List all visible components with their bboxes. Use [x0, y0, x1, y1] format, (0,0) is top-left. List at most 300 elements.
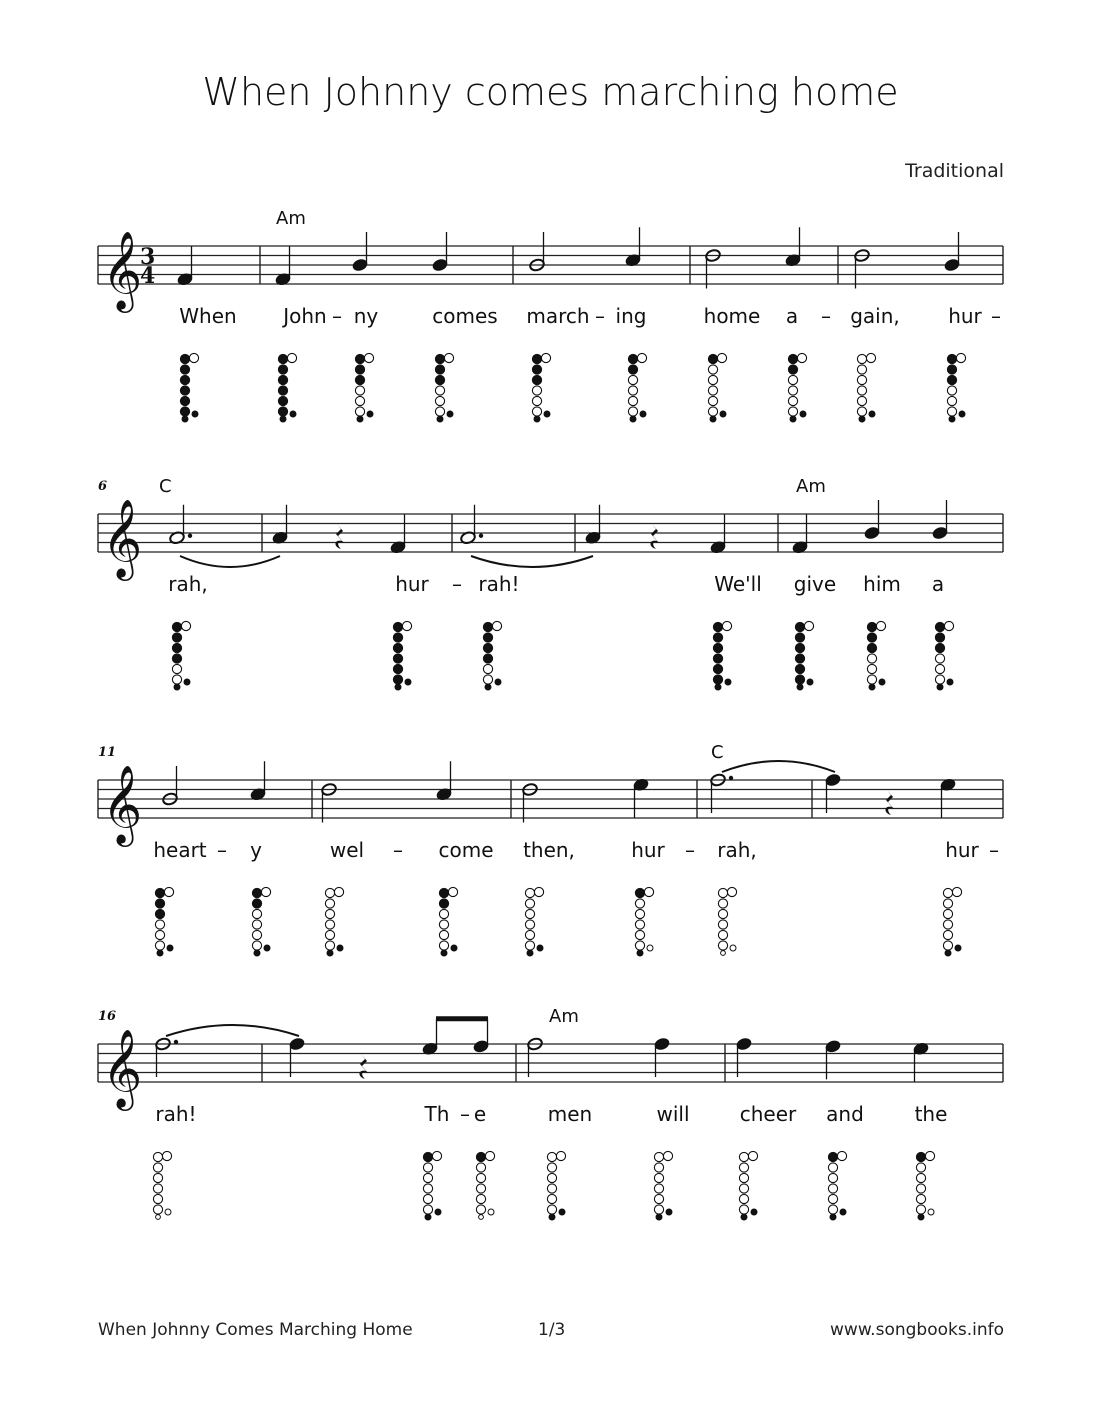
- recorder-fingering-icon: [828, 1151, 846, 1220]
- lyric-syllable: heart: [153, 838, 207, 862]
- quarter-rest-icon: [359, 1054, 368, 1079]
- lower-hole: [264, 945, 270, 951]
- recorder-fingering-icon: [654, 1151, 672, 1220]
- recorder-fingering-icon: [153, 1151, 171, 1219]
- lower-hole: [637, 950, 643, 956]
- composer: Traditional: [905, 160, 1004, 182]
- chord-symbol: Am: [276, 208, 306, 229]
- note-head: [736, 1037, 753, 1051]
- lyric-syllable: ing: [615, 304, 647, 328]
- lower-hole: [425, 1214, 431, 1220]
- lower-hole: [182, 416, 188, 422]
- closed-hole: [155, 888, 164, 897]
- closed-hole: [483, 643, 492, 652]
- lyric-hyphen: –: [452, 572, 462, 596]
- lower-hole: [710, 416, 716, 422]
- open-hole: [439, 920, 448, 929]
- lower-hole: [549, 1214, 555, 1220]
- recorder-fingering-icon: [788, 353, 806, 422]
- open-hole: [663, 1151, 672, 1160]
- recorder-fingering-icon: [867, 621, 885, 690]
- lower-hole: [280, 416, 286, 422]
- open-hole: [532, 386, 541, 395]
- lower-hole: [327, 950, 333, 956]
- open-hole: [916, 1205, 925, 1214]
- recorder-fingering-icon: [325, 887, 343, 956]
- recorder-fingering-icon: [718, 887, 736, 955]
- open-hole: [916, 1163, 925, 1172]
- open-hole: [476, 1205, 485, 1214]
- open-hole: [547, 1152, 556, 1161]
- lower-hole: [544, 411, 550, 417]
- lyric-syllable: home: [703, 304, 761, 328]
- lyric-syllable: When: [179, 304, 237, 328]
- lower-hole: [192, 411, 198, 417]
- recorder-fingering-icon: [252, 887, 270, 956]
- open-hole: [748, 1151, 757, 1160]
- dot: [174, 1040, 178, 1044]
- open-hole: [828, 1163, 837, 1172]
- lower-hole: [485, 684, 491, 690]
- open-hole: [153, 1163, 162, 1172]
- lyric-syllable: rah!: [155, 1102, 197, 1126]
- lyric-hyphen: –: [460, 1102, 470, 1126]
- open-hole: [739, 1152, 748, 1161]
- open-hole: [476, 1173, 485, 1182]
- closed-hole: [155, 899, 164, 908]
- lower-hole: [157, 950, 163, 956]
- lower-hole: [479, 1215, 484, 1220]
- lower-hole: [167, 945, 173, 951]
- treble-clef-icon: 𝄞: [102, 765, 143, 844]
- closed-hole: [435, 354, 444, 363]
- lower-hole: [451, 945, 457, 951]
- open-hole: [943, 909, 952, 918]
- lyric-syllable: rah!: [478, 572, 520, 596]
- open-hole: [556, 1151, 565, 1160]
- open-hole: [423, 1194, 432, 1203]
- lyric-hyphen: –: [821, 304, 831, 328]
- lyric-syllable: hur: [395, 572, 429, 596]
- open-hole: [547, 1194, 556, 1203]
- open-hole: [439, 930, 448, 939]
- open-hole: [635, 941, 644, 950]
- lyric-syllable: rah,: [168, 572, 208, 596]
- lower-hole: [337, 945, 343, 951]
- open-hole: [947, 386, 956, 395]
- open-hole: [325, 930, 334, 939]
- chord-symbol: C: [159, 476, 172, 497]
- open-hole: [867, 654, 876, 663]
- closed-hole: [532, 375, 541, 384]
- recorder-fingering-icon: [476, 1151, 494, 1219]
- closed-hole: [252, 899, 261, 908]
- recorder-fingering-icon: [393, 621, 411, 690]
- open-hole: [739, 1163, 748, 1172]
- open-hole: [943, 899, 952, 908]
- closed-hole: [828, 1152, 837, 1161]
- footer-song-title: When Johnny Comes Marching Home: [98, 1320, 413, 1340]
- lower-hole: [918, 1214, 924, 1220]
- open-hole: [654, 1194, 663, 1203]
- open-hole: [492, 621, 501, 630]
- lower-hole: [949, 416, 955, 422]
- lyric-syllable: and: [826, 1102, 864, 1126]
- lyric-syllable: will: [656, 1102, 690, 1126]
- closed-hole: [278, 354, 287, 363]
- recorder-fingering-icon: [628, 353, 646, 422]
- open-hole: [435, 407, 444, 416]
- quarter-rest-icon: [335, 524, 344, 549]
- closed-hole: [788, 354, 797, 363]
- lower-hole: [830, 1214, 836, 1220]
- lower-hole: [945, 950, 951, 956]
- lower-hole: [800, 411, 806, 417]
- closed-hole: [423, 1152, 432, 1161]
- open-hole: [435, 396, 444, 405]
- lower-hole: [720, 411, 726, 417]
- lower-hole: [156, 1215, 161, 1220]
- lyric-syllable: march: [526, 304, 590, 328]
- open-hole: [739, 1184, 748, 1193]
- open-hole: [837, 1151, 846, 1160]
- lower-hole: [928, 1209, 934, 1215]
- open-hole: [828, 1194, 837, 1203]
- open-hole: [717, 353, 726, 362]
- note-head: [864, 526, 881, 540]
- note-head: [432, 258, 449, 272]
- closed-hole: [935, 643, 944, 652]
- closed-hole: [180, 354, 189, 363]
- lower-hole: [405, 679, 411, 685]
- lower-hole: [395, 684, 401, 690]
- closed-hole: [483, 654, 492, 663]
- recorder-fingering-icon: [739, 1151, 757, 1220]
- lyric-hyphen: –: [393, 838, 403, 862]
- recorder-fingering-icon: [355, 353, 373, 422]
- open-hole: [788, 396, 797, 405]
- lower-hole: [751, 1209, 757, 1215]
- closed-hole: [628, 354, 637, 363]
- measure-number: 16: [98, 1009, 117, 1024]
- open-hole: [654, 1205, 663, 1214]
- open-hole: [644, 887, 653, 896]
- open-hole: [828, 1205, 837, 1214]
- open-hole: [162, 1151, 171, 1160]
- lyric-hyphen: –: [685, 838, 695, 862]
- closed-hole: [180, 365, 189, 374]
- lyric-syllable: hur: [948, 304, 982, 328]
- closed-hole: [788, 365, 797, 374]
- tie: [471, 556, 593, 567]
- open-hole: [804, 621, 813, 630]
- lyric-syllable: e: [473, 1102, 487, 1126]
- closed-hole: [947, 354, 956, 363]
- open-hole: [483, 675, 492, 684]
- open-hole: [325, 888, 334, 897]
- lower-hole: [790, 416, 796, 422]
- open-hole: [181, 621, 190, 630]
- open-hole: [718, 899, 727, 908]
- closed-hole: [180, 396, 189, 405]
- closed-hole: [795, 643, 804, 652]
- lower-hole: [367, 411, 373, 417]
- open-hole: [541, 353, 550, 362]
- lower-hole: [807, 679, 813, 685]
- closed-hole: [278, 407, 287, 416]
- open-hole: [325, 899, 334, 908]
- closed-hole: [355, 365, 364, 374]
- recorder-fingering-icon: [947, 353, 965, 422]
- open-hole: [547, 1205, 556, 1214]
- lower-hole: [165, 1209, 171, 1215]
- dot: [729, 776, 733, 780]
- recorder-fingering-icon: [713, 621, 731, 690]
- open-hole: [423, 1163, 432, 1172]
- open-hole: [252, 909, 261, 918]
- closed-hole: [435, 375, 444, 384]
- lyric-hyphen: –: [989, 838, 999, 862]
- lyric-syllable: cheer: [739, 1102, 797, 1126]
- lower-hole: [495, 679, 501, 685]
- closed-hole: [278, 375, 287, 384]
- open-hole: [797, 353, 806, 362]
- open-hole: [355, 396, 364, 405]
- closed-hole: [355, 354, 364, 363]
- treble-clef-icon: 𝄞: [102, 499, 143, 578]
- lower-hole: [437, 416, 443, 422]
- closed-hole: [628, 365, 637, 374]
- open-hole: [476, 1163, 485, 1172]
- lyric-syllable: a: [931, 572, 945, 596]
- closed-hole: [483, 633, 492, 642]
- open-hole: [532, 396, 541, 405]
- open-hole: [172, 675, 181, 684]
- recorder-fingering-icon: [172, 621, 190, 690]
- open-hole: [287, 353, 296, 362]
- open-hole: [654, 1152, 663, 1161]
- open-hole: [876, 621, 885, 630]
- open-hole: [252, 920, 261, 929]
- lower-hole: [879, 679, 885, 685]
- open-hole: [153, 1152, 162, 1161]
- recorder-fingering-icon: [635, 887, 653, 956]
- open-hole: [189, 353, 198, 362]
- open-hole: [654, 1163, 663, 1172]
- treble-clef-icon: 𝄞: [102, 1029, 143, 1108]
- open-hole: [857, 375, 866, 384]
- closed-hole: [155, 909, 164, 918]
- open-hole: [483, 664, 492, 673]
- open-hole: [739, 1205, 748, 1214]
- closed-hole: [393, 622, 402, 631]
- tie: [180, 556, 280, 567]
- open-hole: [153, 1184, 162, 1193]
- open-hole: [637, 353, 646, 362]
- open-hole: [444, 353, 453, 362]
- lower-hole: [656, 1214, 662, 1220]
- open-hole: [525, 930, 534, 939]
- closed-hole: [713, 633, 722, 642]
- lower-hole: [647, 945, 653, 951]
- open-hole: [325, 941, 334, 950]
- open-hole: [916, 1194, 925, 1203]
- lyric-syllable: Th: [424, 1102, 450, 1126]
- closed-hole: [435, 365, 444, 374]
- closed-hole: [180, 375, 189, 384]
- open-hole: [423, 1205, 432, 1214]
- closed-hole: [867, 643, 876, 652]
- open-hole: [925, 1151, 934, 1160]
- open-hole: [857, 407, 866, 416]
- closed-hole: [795, 633, 804, 642]
- open-hole: [916, 1173, 925, 1182]
- open-hole: [708, 396, 717, 405]
- quarter-rest-icon: [650, 524, 659, 549]
- open-hole: [364, 353, 373, 362]
- dot: [479, 534, 483, 538]
- open-hole: [547, 1173, 556, 1182]
- lower-hole: [666, 1209, 672, 1215]
- closed-hole: [713, 664, 722, 673]
- lyric-hyphen: –: [595, 304, 605, 328]
- recorder-fingering-icon: [278, 353, 296, 422]
- lyric-syllable: hur: [945, 838, 979, 862]
- closed-hole: [393, 675, 402, 684]
- open-hole: [534, 887, 543, 896]
- closed-hole: [713, 643, 722, 652]
- open-hole: [423, 1173, 432, 1182]
- lower-hole: [435, 1209, 441, 1215]
- closed-hole: [947, 375, 956, 384]
- open-hole: [448, 887, 457, 896]
- recorder-fingering-icon: [935, 621, 953, 690]
- tie: [166, 1025, 299, 1036]
- lyric-syllable: men: [547, 1102, 593, 1126]
- open-hole: [943, 941, 952, 950]
- open-hole: [916, 1184, 925, 1193]
- lower-hole: [527, 950, 533, 956]
- lower-hole: [441, 950, 447, 956]
- closed-hole: [708, 354, 717, 363]
- chord-symbol: Am: [796, 476, 826, 497]
- open-hole: [325, 909, 334, 918]
- lower-hole: [959, 411, 965, 417]
- open-hole: [947, 407, 956, 416]
- open-hole: [153, 1205, 162, 1214]
- lower-hole: [955, 945, 961, 951]
- open-hole: [628, 407, 637, 416]
- lyric-hyphen: –: [332, 304, 342, 328]
- open-hole: [718, 941, 727, 950]
- open-hole: [261, 887, 270, 896]
- footer-website: www.songbooks.info: [830, 1320, 1004, 1340]
- lyric-syllable: him: [863, 572, 901, 596]
- open-hole: [423, 1184, 432, 1193]
- lyric-hyphen: –: [991, 304, 1001, 328]
- closed-hole: [393, 643, 402, 652]
- closed-hole: [947, 365, 956, 374]
- open-hole: [708, 407, 717, 416]
- closed-hole: [532, 365, 541, 374]
- open-hole: [635, 930, 644, 939]
- lyric-syllable: comes: [432, 304, 498, 328]
- lower-hole: [290, 411, 296, 417]
- open-hole: [153, 1173, 162, 1182]
- closed-hole: [795, 622, 804, 631]
- closed-hole: [180, 407, 189, 416]
- open-hole: [947, 396, 956, 405]
- open-hole: [435, 386, 444, 395]
- open-hole: [155, 920, 164, 929]
- note-head: [654, 1037, 671, 1051]
- open-hole: [867, 664, 876, 673]
- open-hole: [708, 365, 717, 374]
- closed-hole: [393, 664, 402, 673]
- time-signature-top: 3: [140, 244, 156, 270]
- open-hole: [739, 1194, 748, 1203]
- lyric-hyphen: –: [217, 838, 227, 862]
- recorder-fingering-icon: [525, 887, 543, 956]
- open-hole: [164, 887, 173, 896]
- open-hole: [718, 888, 727, 897]
- open-hole: [628, 375, 637, 384]
- closed-hole: [935, 622, 944, 631]
- closed-hole: [713, 622, 722, 631]
- closed-hole: [867, 622, 876, 631]
- open-hole: [402, 621, 411, 630]
- recorder-fingering-icon: [708, 353, 726, 422]
- lower-hole: [534, 416, 540, 422]
- open-hole: [708, 375, 717, 384]
- open-hole: [788, 375, 797, 384]
- recorder-fingering-icon: [795, 621, 813, 690]
- note-head: [473, 1039, 490, 1053]
- note-head: [352, 258, 369, 272]
- lower-hole: [730, 945, 736, 951]
- open-hole: [485, 1151, 494, 1160]
- chord-symbol: Am: [549, 1006, 579, 1027]
- lyric-syllable: ny: [353, 304, 379, 328]
- recorder-fingering-icon: [857, 353, 875, 422]
- closed-hole: [393, 633, 402, 642]
- open-hole: [635, 909, 644, 918]
- open-hole: [547, 1163, 556, 1172]
- closed-hole: [795, 675, 804, 684]
- lyric-syllable: John: [283, 304, 327, 328]
- open-hole: [432, 1151, 441, 1160]
- lower-hole: [721, 951, 726, 956]
- closed-hole: [916, 1152, 925, 1161]
- lyric-syllable: come: [438, 838, 494, 862]
- note-head: [825, 1039, 842, 1053]
- page-title: When Johnny comes marching home: [202, 70, 899, 114]
- lower-hole: [840, 1209, 846, 1215]
- open-hole: [943, 920, 952, 929]
- open-hole: [857, 365, 866, 374]
- closed-hole: [393, 654, 402, 663]
- recorder-fingering-icon: [943, 887, 961, 956]
- lower-hole: [559, 1209, 565, 1215]
- closed-hole: [795, 664, 804, 673]
- open-hole: [547, 1184, 556, 1193]
- lyric-syllable: a: [785, 304, 799, 328]
- open-hole: [355, 386, 364, 395]
- closed-hole: [935, 633, 944, 642]
- open-hole: [525, 941, 534, 950]
- open-hole: [525, 899, 534, 908]
- open-hole: [866, 353, 875, 362]
